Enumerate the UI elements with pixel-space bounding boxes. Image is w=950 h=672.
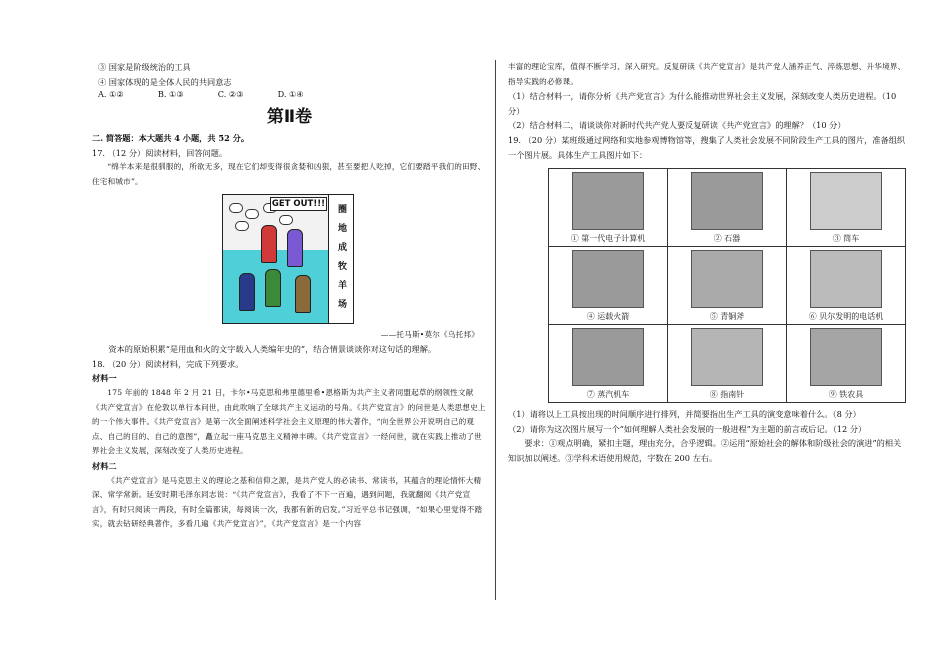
material-2-continued: 丰富的理论宝库，值得不断学习、深入研究。反复研读《共产党宣言》是共产党人涵养正气、淬炼思想、升华境界、指导实践的必修课。 [508,62,906,86]
sheep-icon [235,221,249,231]
tool-cell [668,247,787,325]
material-1-text: 175 年前的 1848 年 2 月 21 日，卡尔•马克思和弗里德里希•恩格斯为共产主义者同盟起草的纲领性文献《共产党宣言》在伦敦以单行本问世，由此吹响了全球共产主义运动的号角。《共产党宣言》的问世是人类思想史上的一个伟大事件。《共产党宣言》是第一次全面阐述科学社会主义原理的伟大著作，“向全世界公开说明自己的观点、自己的目的、自己的意图”，矗立起一座马克思主义精神丰碑。《共产党宣言》一经问世，就在实践上推动了世界社会主义发展，深刻改变了人类历史进程。 [92,387,486,456]
material-1-label: 材料一 [92,373,117,384]
tool-cell [787,325,906,403]
q19-part-2: （2）请你为这次图片展写一个“如何理解人类社会发展的一般进程”为主题的前言或后记。（12 分） [508,423,867,434]
tool-caption: ⑨ 铁农具 [828,390,864,400]
option-4: ④ 国家体现的是全体人民的共同意志 [98,76,232,87]
caption-char: 地 [337,223,347,234]
tool-caption: ⑤ 青铜斧 [709,312,745,322]
q19-heading: 19. （20 分）某班级通过网络和实地参观博物馆等，搜集了人类社会发展不同阶段生产工具的图片，准备组织一个图片展。具体生产工具图片如下： [508,134,906,160]
tool-caption: ② 石器 [713,234,741,244]
peasant-figure [239,273,255,311]
stone-tools-image [691,172,763,230]
landlord-figure [261,225,277,263]
caption-char: 成 [337,242,347,253]
tool-cell [787,169,906,247]
rocket-image [572,250,644,308]
cartoon-speech-bubble: GET OUT!!! [271,198,325,209]
material-2-label: 材料二 [92,460,117,471]
sheep-icon [245,209,259,219]
q18-part-2: （2）结合材料二，请谈谈你对新时代共产党人要反复研读《共产党宣言》的理解？（10 分） [508,120,846,131]
tool-caption: ③ 筒车 [832,234,860,244]
volume-title: 第Ⅱ卷 [266,107,313,128]
q17-heading: 17. （12 分）阅读材料，回答问题。 [92,147,228,158]
iron-tools-image [810,328,882,386]
right-column [508,60,908,466]
landlord-figure [287,229,303,267]
column-divider [495,60,496,600]
tool-cell [549,325,668,403]
caption-char: 羊 [337,280,347,291]
tool-cell [549,247,668,325]
q17-quote: “绵羊本来是很驯服的，所欲无多，现在它们却变得很贪婪和凶狠，甚至要把人吃掉，它们要踏平我们的田野、住宅和城市”。 [92,162,486,186]
cartoon-caption [338,201,347,315]
peasant-figure [265,269,281,307]
choice-a: A. ①② [98,89,124,100]
table-row [549,247,906,325]
steam-locomotive-image [572,328,644,386]
caption-char: 场 [337,299,347,310]
q17-source: ——托马斯•莫尔《乌托邦》 [380,329,479,339]
q19-part-1: （1）请将以上工具按出现的时间顺序进行排列，并简要指出生产工具的演变意味着什么。（8 分） [508,409,861,420]
waterwheel-image [810,172,882,230]
tool-cell [787,247,906,325]
tools-table [548,168,906,403]
tool-caption: ① 第一代电子计算机 [570,234,646,244]
table-row [549,325,906,403]
sheep-icon [279,215,293,225]
left-column [92,60,487,532]
q18-heading: 18. （20 分）阅读材料，完成下列要求。 [92,358,244,369]
tool-caption: ④ 运载火箭 [586,312,630,322]
bronze-axe-image [691,250,763,308]
q18-part-1: （1）结合材料一，请你分析《共产党宣言》为什么能推动世界社会主义发展，深刻改变人类历史进程。（10 分） [508,91,897,116]
answer-choices [92,89,487,99]
tool-caption: ⑧ 指南针 [709,390,745,400]
table-row [549,169,906,247]
tool-caption: ⑥ 贝尔发明的电话机 [808,312,884,322]
choice-b: B. ①③ [157,89,184,100]
compass-image [691,328,763,386]
telephone-image [810,250,882,308]
choice-c: C. ②③ [217,89,244,100]
q19-requirements: 要求：①观点明确，紧扣主题，理由充分，合乎逻辑。②运用“原始社会的解体和阶级社会的演进”的相关知识加以阐述。③学科术语使用规范，字数在 200 左右。 [508,438,902,463]
material-2-text: 《共产党宣言》是马克思主义的理论之基和信仰之源，是共产党人的必读书、常读书，其蕴含的理论情怀大精深、常学常新。延安时期毛泽东同志说：“《共产党宣言》，我看了不下一百遍，遇到问题，我就翻阅《共产党宣言》，有时只阅读一两段，有时全篇都读，每阅读一次，我都有新的启发。”习近平总书记强调，“如果心里觉得不踏实，就去钻研经典著作，多看几遍《共产党宣言》”，《共产党宣言》是一个内容 [92,475,483,529]
tool-cell [668,169,787,247]
q17-task: 资本的原始积累“是用血和火的文字载入人类编年史的”，结合情景谈谈你对这句话的理解。 [108,344,437,355]
caption-char: 牧 [337,261,347,272]
choice-d: D. ①④ [277,89,304,100]
tool-cell [549,169,668,247]
tool-caption: ⑦ 蒸汽机车 [586,390,630,400]
caption-char: 圈 [337,204,347,215]
section-heading: 二. 简答题：本大题共 4 小题，共 52 分。 [92,133,250,144]
tool-cell [668,325,787,403]
sheep-icon [229,203,243,213]
peasant-figure [295,275,311,313]
computer-image [572,172,644,230]
enclosure-cartoon [222,194,354,324]
option-3: ③ 国家是阶级统治的工具 [98,62,191,72]
